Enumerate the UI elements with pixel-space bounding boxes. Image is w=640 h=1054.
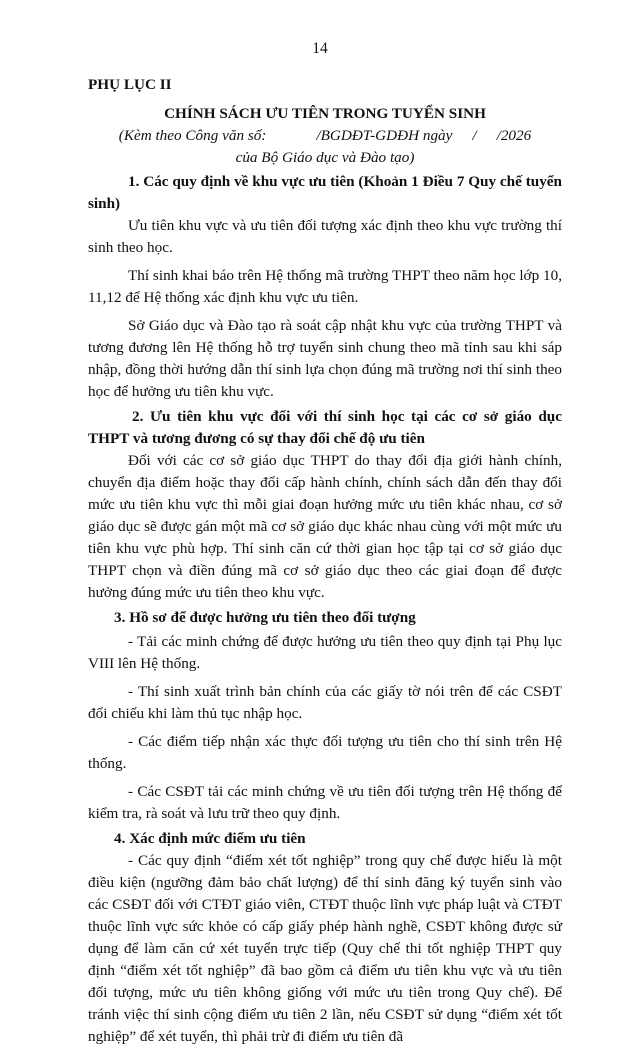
section1-paragraph: Ưu tiên khu vực và ưu tiên đối tượng xác định theo khu vực trường thí sinh theo học. — [88, 217, 562, 256]
section4-paragraph: - Các quy định “điểm xét tốt nghiệp” trong quy chế được hiểu là một điều kiện (ngưỡng đảm bảo chất lượng) để thí sinh đăng ký tuyển sinh vào các CSĐT đối với CTĐT giáo viên, CTĐT thuộc lĩnh vực pháp luật và CTĐT thuộc lĩnh vực sức khỏe có cấp giấy phép hành nghề, CSĐT không được sử dụng để làm căn cứ xét tuyển trực tiếp (Quy chế thi tốt nghiệp THPT quy định “điểm xét tốt nghiệp” đã bao gồm cả điểm ưu tiên khu vực và ưu tiên đối tượng, mức ưu tiên không giống với mức ưu tiên trong Quy chế). Để tránh việc thí sinh cộng điểm ưu tiên 2 lần, nếu CSĐT sử dụng “điểm xét tốt nghiệp” để xét tuyển, thì phải trừ đi điểm ưu tiên đã — [88, 852, 562, 1045]
document-subtitle — [88, 125, 562, 147]
section1-heading: 1. Các quy định về khu vực ưu tiên (Khoản 1 Điều 7 Quy chế tuyển sinh) — [88, 173, 562, 212]
section2-paragraph: Đối với các cơ sở giáo dục THPT do thay đổi địa giới hành chính, chuyển địa điểm hoặc thay đổi cấp hành chính, chính sách dẫn đến thay đổi mức ưu tiên khu vực thì mỗi giai đoạn hưởng mức ưu tiên khác nhau, cơ sở giáo dục sẽ được gán một mã cơ sở giáo dục khác nhau cùng với một mức ưu tiên khu vực phù hợp. Thí sinh căn cứ thời gian học tập tại cơ sở giáo dục THPT chọn và điền đúng mã cơ sở giáo dục theo các giai đoạn để được hưởng đúng mức ưu tiên theo khu vực. — [88, 452, 562, 601]
section3-item: - Tải các minh chứng để được hưởng ưu tiên theo quy định tại Phụ lục VIII lên Hệ thống. — [88, 633, 562, 672]
page-number: 14 — [312, 40, 328, 57]
document-body — [88, 74, 562, 1054]
subtitle-part3: / — [472, 127, 477, 144]
subtitle-part2: /BGDĐT-GDĐH ngày — [316, 127, 453, 144]
section3-heading: 3. Hồ sơ để được hưởng ưu tiên theo đối tượng — [114, 609, 416, 626]
subtitle-part1: (Kèm theo Công văn số: — [118, 127, 267, 144]
section4-heading: 4. Xác định mức điểm ưu tiên — [114, 830, 306, 847]
section3-item: - Các CSĐT tải các minh chứng về ưu tiên đối tượng trên Hệ thống để kiểm tra, rà soát và lưu trữ theo quy định. — [88, 783, 562, 822]
section2-heading: 2. Ưu tiên khu vực đối với thí sinh học tại các cơ sở giáo dục THPT và tương đương có sự thay đổi chế độ ưu tiên — [88, 408, 562, 447]
section1-paragraph: Thí sinh khai báo trên Hệ thống mã trường THPT theo năm học lớp 10, 11,12 để Hệ thống xác định khu vực ưu tiên. — [88, 267, 562, 306]
section3-item: - Các điểm tiếp nhận xác thực đối tượng ưu tiên cho thí sinh trên Hệ thống. — [88, 733, 562, 772]
section1-paragraph: Sở Giáo dục và Đào tạo rà soát cập nhật khu vực của trường THPT và tương đương lên Hệ thống hỗ trợ tuyển sinh chung theo mã tỉnh sau khi sáp nhập, đồng thời hướng dẫn thí sinh lựa chọn đúng mã trường nơi thí sinh theo học để hưởng ưu tiên khu vực. — [88, 317, 562, 400]
section3-item: - Thí sinh xuất trình bản chính của các giấy tờ nói trên để các CSĐT đối chiếu khi làm thủ tục nhập học. — [88, 683, 562, 722]
document-subtitle-line2: của Bộ Giáo dục và Đào tạo) — [235, 149, 415, 166]
subtitle-part4: /2026 — [496, 127, 532, 144]
appendix-label: PHỤ LỤC II — [88, 76, 172, 93]
document-title: CHÍNH SÁCH ƯU TIÊN TRONG TUYỂN SINH — [164, 105, 486, 122]
